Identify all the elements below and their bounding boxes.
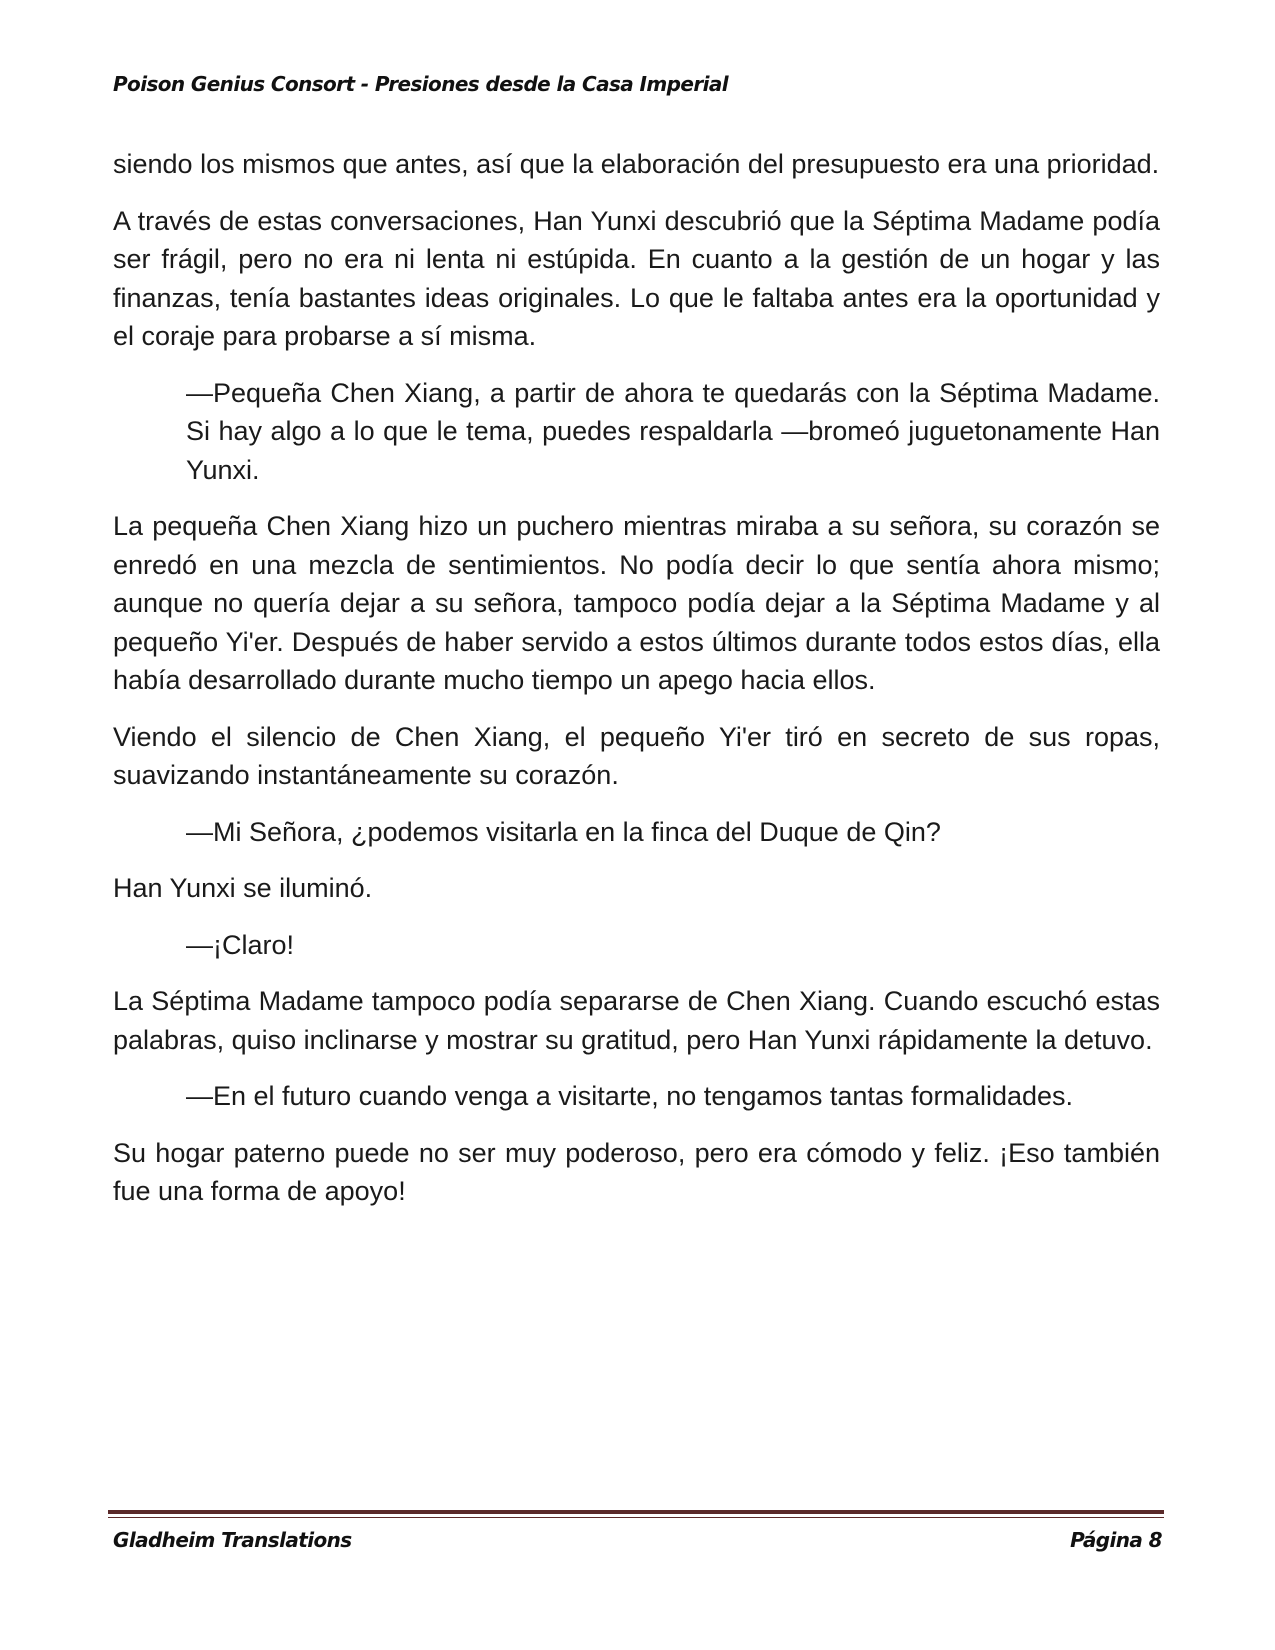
footer-divider-thin: [108, 1517, 1164, 1518]
document-body: [113, 145, 1160, 1229]
dialogue-paragraph: —Mi Señora, ¿podemos visitarla en la finca del Duque de Qin?: [186, 816, 941, 847]
paragraph: siendo los mismos que antes, así que la elaboración del presupuesto era una prioridad.: [113, 149, 1160, 179]
paragraph: La pequeña Chen Xiang hizo un puchero mientras miraba a su señora, su corazón se enredó en una mezcla de sentimientos. No podía decir lo que sentía ahora mismo; aunque no quería dejar a su señora, tampoco podía dejar a la Séptima Madame y al pequeño Yi'er. Después de haber servido a estos últimos durante todos estos días, ella había desarrollado durante mucho tiempo un apego hacia ellos.: [113, 511, 1160, 695]
paragraph: Viendo el silencio de Chen Xiang, el pequeño Yi'er tiró en secreto de sus ropas, suavizando instantáneamente su corazón.: [113, 721, 1160, 790]
footer-publisher: Gladheim Translations: [113, 1528, 352, 1552]
paragraph: Su hogar paterno puede no ser muy poderoso, pero era cómodo y feliz. ¡Eso también fue una forma de apoyo!: [113, 1137, 1160, 1206]
paragraph: Han Yunxi se iluminó.: [113, 873, 373, 903]
paragraph: La Séptima Madame tampoco podía separarse de Chen Xiang. Cuando escuchó estas palabras, quiso inclinarse y mostrar su gratitud, pero Han Yunxi rápidamente la detuvo.: [113, 986, 1160, 1055]
paragraph: A través de estas conversaciones, Han Yunxi descubrió que la Séptima Madame podía ser frágil, pero no era ni lenta ni estúpida. En cuanto a la gestión de un hogar y las finanzas, tenía bastantes ideas originales. Lo que le faltaba antes era la oportunidad y el coraje para probarse a sí misma.: [113, 205, 1160, 351]
footer-page-number: Página 8: [1070, 1528, 1162, 1552]
dialogue-paragraph: —En el futuro cuando venga a visitarte, no tengamos tantas formalidades.: [186, 1081, 1074, 1111]
page-header-title: Poison Genius Consort - Presiones desde la Casa Imperial: [113, 72, 728, 96]
dialogue-paragraph: —Pequeña Chen Xiang, a partir de ahora te quedarás con la Séptima Madame. Si hay algo a lo que le tema, puedes respaldarla —bromeó juguetonamente Han Yunxi.: [186, 377, 1160, 485]
footer-divider: [108, 1510, 1164, 1514]
dialogue-paragraph: —¡Claro!: [186, 929, 295, 960]
